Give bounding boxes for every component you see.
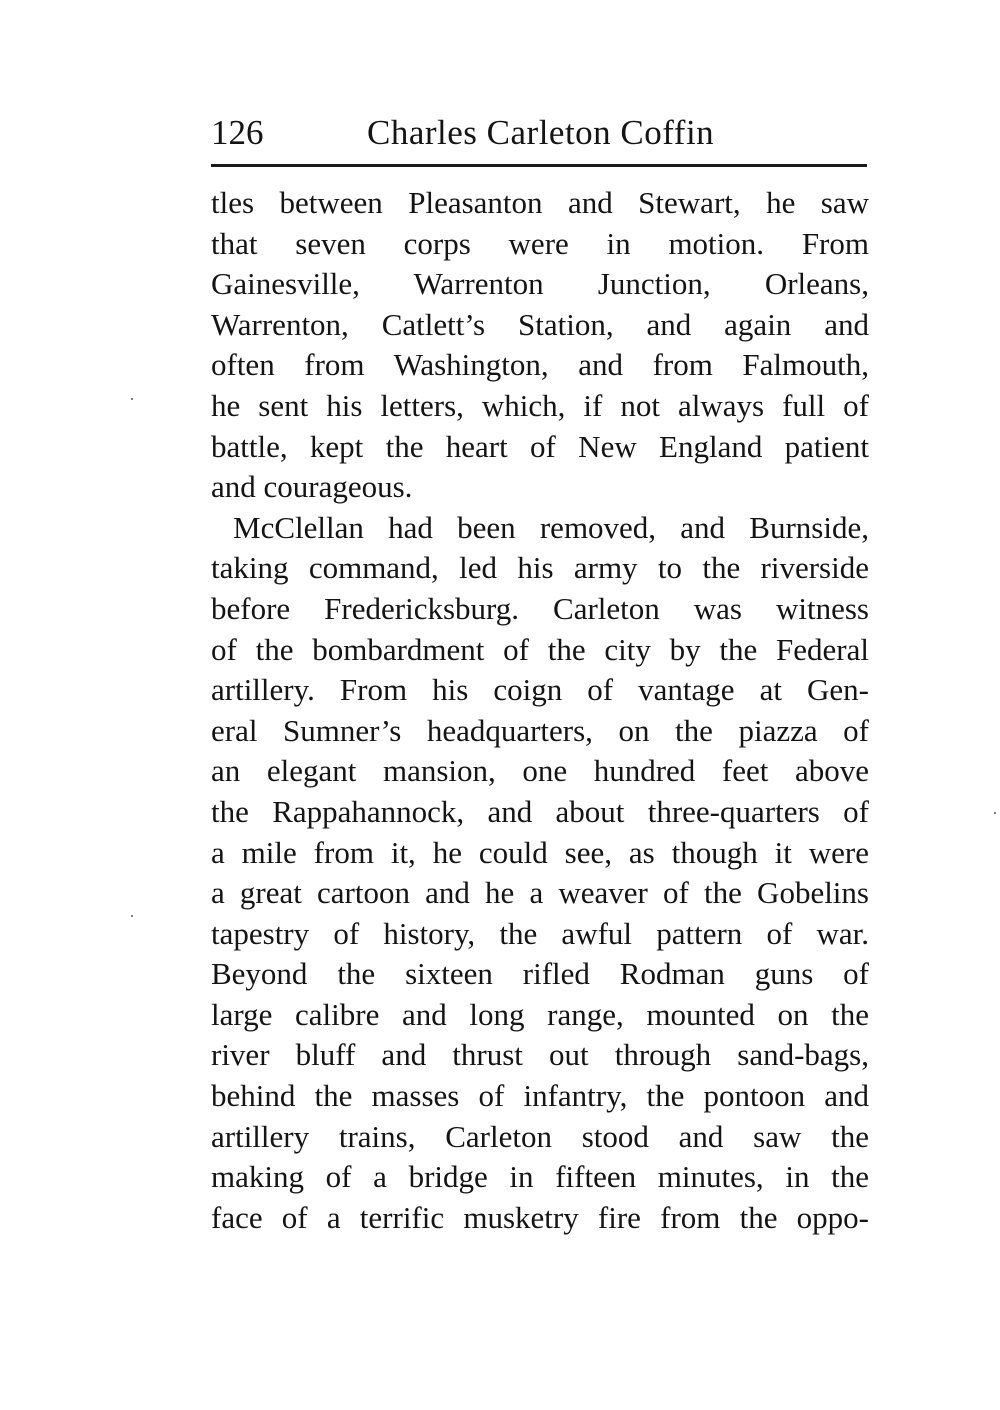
text-line: he sent his letters, which, if not always full of	[211, 387, 869, 423]
text-line: of the bombardment of the city by the Federal	[211, 631, 869, 667]
scan-speck	[131, 915, 133, 917]
text-line: before Fredericksburg. Carleton was witness	[211, 590, 869, 626]
text-line: Beyond the sixteen rifled Rodman guns of	[211, 956, 869, 992]
paragraph-start-line: McClellan had been removed, and Burnside,	[233, 509, 869, 545]
text-line: taking command, led his army to the riverside	[211, 550, 869, 586]
text-line: eral Sumner’s headquarters, on the piazza of	[211, 712, 869, 748]
header-rule	[211, 164, 867, 167]
text-line: a mile from it, he could see, as though it were	[211, 834, 869, 870]
text-line: face of a terrific musketry fire from the oppo-	[211, 1199, 869, 1235]
text-line: large calibre and long range, mounted on the	[211, 996, 869, 1032]
page-number: 126	[211, 113, 264, 152]
text-line: behind the masses of infantry, the pontoon and	[211, 1078, 869, 1114]
text-line: a great cartoon and he a weaver of the Gobelins	[211, 875, 869, 911]
text-line: artillery. From his coign of vantage at Gen-	[211, 672, 869, 708]
text-line: artillery trains, Carleton stood and saw the	[211, 1118, 869, 1154]
scan-speck	[994, 812, 996, 814]
text-line: tles between Pleasanton and Stewart, he saw	[211, 185, 869, 220]
text-line: Gainesville, Warrenton Junction, Orleans,	[211, 266, 869, 302]
text-line: that seven corps were in motion. From	[211, 225, 869, 261]
text-line: Warrenton, Catlett’s Station, and again and	[211, 306, 869, 342]
text-line: tapestry of history, the awful pattern of war.	[211, 915, 869, 951]
body-text	[211, 183, 869, 1238]
running-head	[211, 111, 867, 155]
text-line: and courageous.	[211, 469, 413, 505]
text-line: often from Washington, and from Falmouth,	[211, 347, 869, 383]
text-line: battle, kept the heart of New England patient	[211, 428, 869, 464]
text-line: the Rappahannock, and about three-quarters of	[211, 793, 869, 829]
scan-speck	[131, 398, 133, 400]
text-line: making of a bridge in fifteen minutes, in the	[211, 1159, 869, 1195]
running-title: Charles Carleton Coffin	[367, 113, 715, 152]
text-line: an elegant mansion, one hundred feet above	[211, 753, 869, 789]
text-line: river bluff and thrust out through sand-bags,	[211, 1037, 869, 1073]
